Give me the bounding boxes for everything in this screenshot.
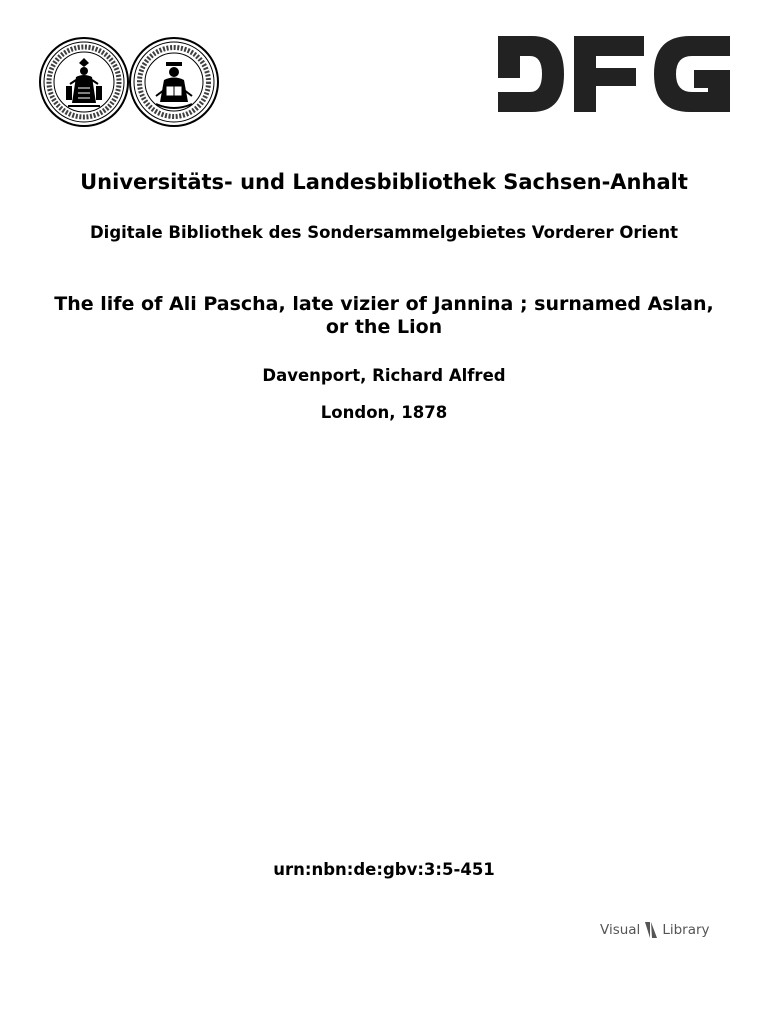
urn-identifier: urn:nbn:de:gbv:3:5-451 [273, 860, 495, 879]
visual-library-brand [600, 918, 710, 942]
university-seal-icon [128, 36, 220, 128]
book-title: The life of Ali Pascha, late vizier of Jannina ; surnamed Aslan, or the Lion [54, 293, 714, 338]
collection-name: Digitale Bibliothek des Sondersammelgebietes Vorderer Orient [89, 223, 679, 242]
university-seal-icon [38, 36, 130, 128]
library-name: Universitäts- und Landesbibliothek Sachsen-Anhalt [80, 170, 688, 194]
visual-library-brand-left: Visual [600, 922, 641, 938]
visual-library-brand-right: Library [662, 922, 710, 938]
dfg-logo-icon [494, 34, 734, 114]
book-author: Davenport, Richard Alfred [262, 366, 506, 385]
seals-group [38, 36, 222, 128]
visual-library-logo-icon [643, 921, 659, 939]
book-imprint: London, 1878 [320, 403, 448, 422]
